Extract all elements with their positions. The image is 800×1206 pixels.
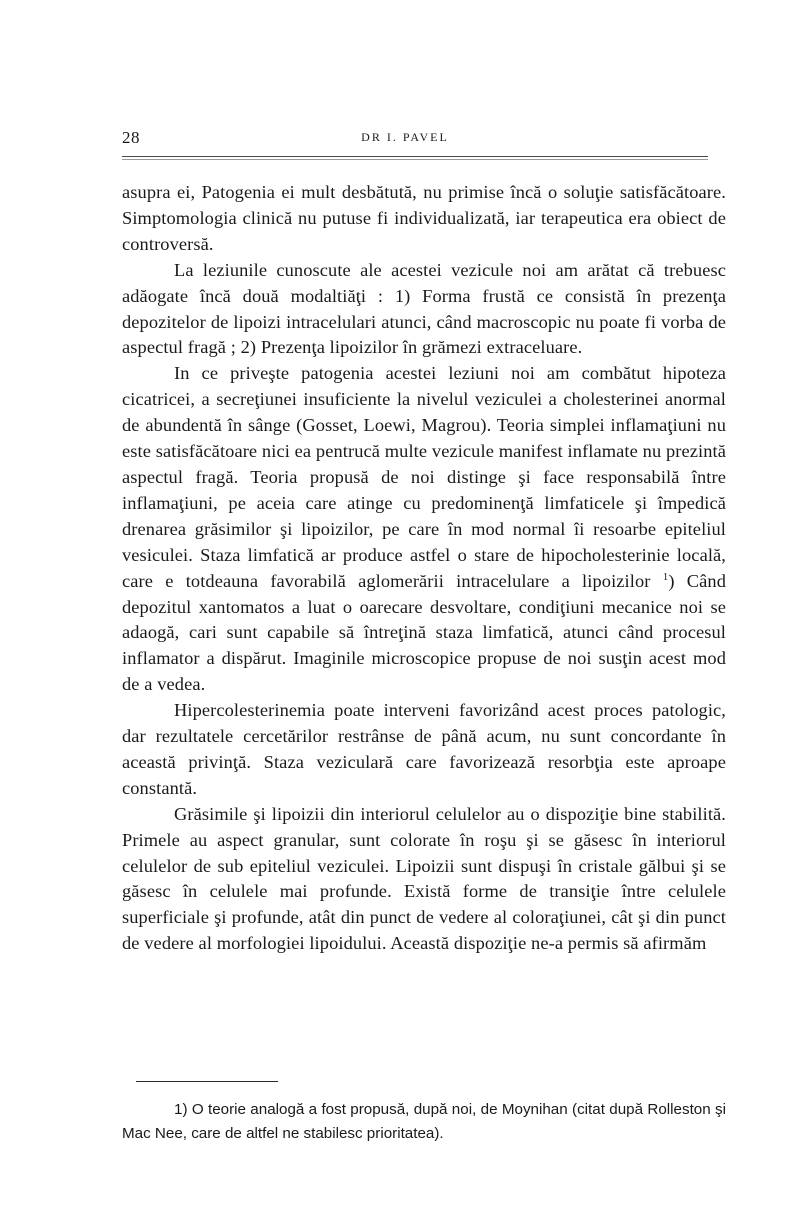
paragraph-1: asupra ei, Patogenia ei mult desbătută, nu primise încă o soluţie satisfăcătoare. Simptomologia clinică nu putuse fi individualizată, iar terapeutica era obiect de controversă. [122,182,726,254]
footnote-rule [136,1081,278,1082]
paragraph-3: In ce priveşte patogenia acestei leziuni noi am combătut hipoteza cicatricei, a secreţiunei insuficiente la nivelul veziculei a cholesterinei anormal de abundentă în sânge (Gosset, Loewi, Magrou). Teoria simplei inflamaţiuni nu este satisfăcătoare nici ea pentrucă multe vezicule manifest inflamate nu prezintă aspectul fragă. Teoria propusă de noi distinge şi face responsabilă între inflamaţiuni, pe aceia care atinge cu predominenţă limfaticele şi împedică drenarea grăsimilor şi lipoizilor, pe care în mod normal îi resoarbe epiteliul vesiculei. Staza limfatică ar produce astfel o stare de hipocholesterinie locală, care e totdeauna favorabilă aglomerării intracelulare a lipoizilor $^1$) Când depozitul xantomatos a luat o oarecare desvoltare, condiţiuni mecanice noi se adaogă, cari sunt capabile să întreţină staza limfatică, atunci când procesul inflamator a dispărut. Imaginile microscopice propuse de noi susţin acest mod de a vedea. [122,363,727,695]
paragraph-3-text: In ce priveşte patogenia acestei leziuni noi am combătut hipoteza cicatricei, a secreţiunei insuficiente la nivelul veziculei a cholesterinei anormal de abundentă în sânge (Gosset, Loewi, Magrou). Teoria simplei inflamaţiuni nu este satisfăcătoare nici ea pentrucă multe vezicule manifest inflamate nu prezintă aspectul fragă. Teoria propusă de noi distinge şi face responsabilă între inflamaţiuni, pe aceia care atinge cu predominenţă limfaticele şi împedică drenarea grăsimilor şi lipoizilor, pe care în mod normal îi resoarbe epiteliul vesiculei. Staza limfatică ar produce astfel o stare de hipocholesterinie locală, care e totdeauna favorabilă aglomerării intracelulare a lipoizilor [122,363,726,591]
running-head: DR I. PAVEL [361,130,449,144]
page-number: 28 [122,128,140,147]
header-rule [122,156,708,160]
paragraph-4: Hipercolesterinemia poate interveni favorizând acest proces patologic, dar rezultatele cercetărilor restrânse de până acum, nu sunt concordante în această privinţă. Staza veziculară care favorizează resorbţia este aproape constantă. [122,700,726,798]
body-text [122,180,726,957]
paragraph-5: Grăsimile şi lipoizii din interiorul celulelor au o dispoziţie bine stabilită. Primele au aspect granular, sunt colorate în roşu şi se găsesc în interiorul celulelor de sub epiteliul veziculei. Lipoizii sunt dispuşi în cristale gălbui şi se găsesc în celulele mai profunde. Există forme de transiţie între celulele superficiale şi profunde, atât din punct de vedere al coloraţiunei, cât şi din punct de vedere al morfologiei lipoidului. Această dispoziţie ne-a permis să afirmăm [122,803,726,954]
paragraph-2: La leziunile cunoscute ale acestei vezicule noi am arătat că trebuesc adăogate încă două modaltiăţi : 1) Forma frustă ce consistă în prezenţa depozitelor de lipoizi intracelulari atunci, când macroscopic nu poate fi vorba de aspectul fragă ; 2) Prezenţa lipoizilor în grămezi extraceluare. [122,259,726,358]
footnote-text: 1) O teorie analogă a fost propusă, după noi, de Moynihan (citat după Rolleston şi Mac Nee, care de altfel ne stabilesc prioritatea). [122,1101,726,1142]
footnote [122,1098,726,1146]
paragraph-3-continuation: Când depozitul xantomatos a luat o oarecare desvoltare, condiţiuni mecanice noi se adaogă, cari sunt capabile să întreţină staza limfatică, atunci când procesul inflamator a dispărut. Imaginile microscopice propuse de noi susţin acest mod de a vedea. [122,570,727,695]
footnote-marker: 1 [662,570,669,583]
